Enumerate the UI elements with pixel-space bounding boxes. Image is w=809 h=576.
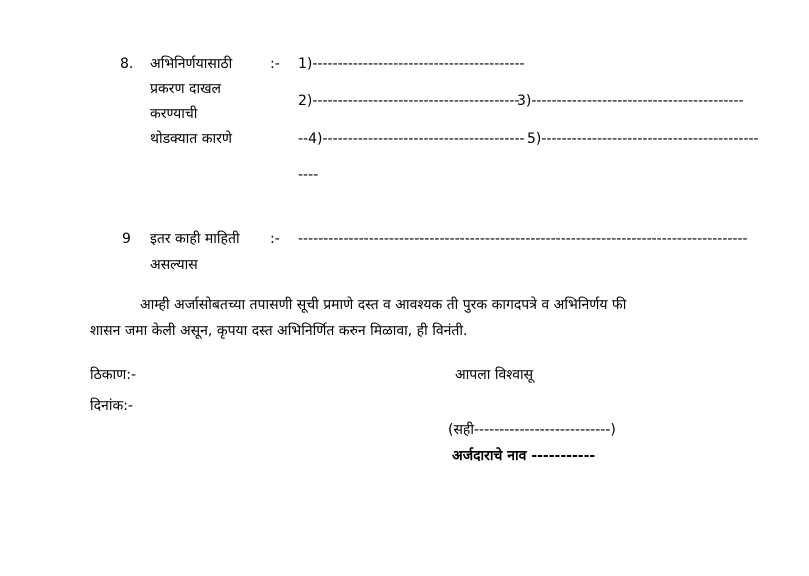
request-paragraph-line-2: शासन जमा केली असून, कृपया दस्त अभिनिर्णित करुन मिळावा, ही विनंती. [90,323,468,339]
reason-blank-5: 5)------------------------------------------- [527,131,759,147]
reason-blank-4: --4)---------------------------------------- [298,131,525,147]
signature-blank: (सही---------------------------) [448,422,616,438]
other-info-blank: ----------------------------------------------------------------------------------------- [298,231,748,247]
reason-blank-3: 3)------------------------------------------ [517,93,744,109]
item-9-label-line-1: इतर काही माहिती [150,231,240,247]
place-label: ठिकाण:- [90,367,137,383]
date-label: दिनांक:- [90,398,133,414]
closing-salutation: आपला विश्वासू [455,367,534,383]
item-8-label-line-2: प्रकरण दाखल [150,81,222,97]
item-8-label-line-1: अभिनिर्णयासाठी [150,56,233,72]
reason-blank-2: 2)----------------------------------------- [298,93,520,109]
item-9-number: 9 [122,231,131,247]
item-8-number: 8. [120,56,134,72]
item-8-label-line-3: करण्याची [150,106,198,122]
item-8-separator: :- [270,56,280,72]
applicant-name-label: अर्जदाराचे नाव ----------- [452,448,596,464]
reason-blank-1: 1)------------------------------------------ [298,56,525,72]
item-9-label-line-2: असल्यास [150,257,198,273]
item-8-label-line-4: थोडक्यात कारणे [150,131,232,147]
item-9-separator: :- [270,231,280,247]
reason-blank-continuation: ---- [298,167,319,183]
request-paragraph-line-1: आम्ही अर्जासोबतच्या तपासणी सूची प्रमाणे दस्त व आवश्यक ती पुरक कागदपत्रे व अभिनिर्णय फी [140,297,627,313]
